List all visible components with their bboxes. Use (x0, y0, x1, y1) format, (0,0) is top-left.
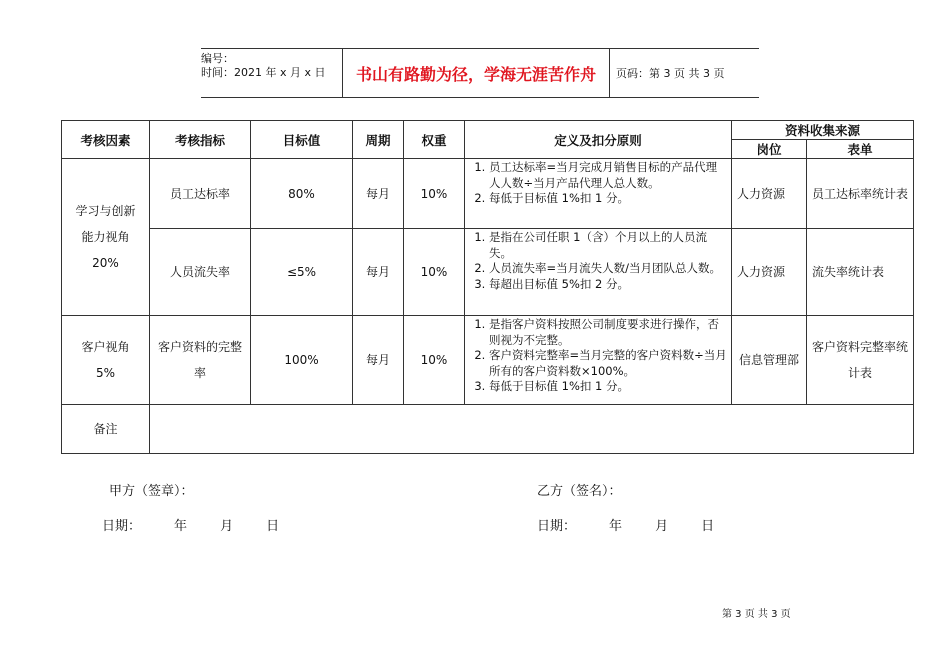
document-number: 编号： (201, 52, 234, 65)
period-cell: 每月 (353, 316, 404, 405)
table-row (62, 229, 914, 316)
document-time: 时间：2021 年 x 月 x 日 (201, 66, 326, 79)
weight-cell: 10% (404, 229, 465, 316)
period-cell: 每月 (353, 159, 404, 229)
definition-cell (465, 316, 732, 405)
form-cell: 员工达标率统计表 (807, 159, 914, 229)
assessment-table (61, 120, 914, 454)
position-cell: 信息管理部 (732, 316, 807, 405)
header-factor: 考核因素 (62, 121, 150, 159)
document-header (201, 48, 759, 98)
remarks-label: 备注 (62, 405, 150, 454)
header-position: 岗位 (732, 140, 807, 159)
header-source: 资料收集来源 (732, 121, 914, 140)
definition-cell (465, 229, 732, 316)
header-meta (201, 49, 342, 100)
header-weight: 权重 (404, 121, 465, 159)
target-cell: ≤5% (251, 229, 353, 316)
header-period: 周期 (353, 121, 404, 159)
definition-item: 1. 是指在公司任职 1（含）个月以上的人员流失。 (489, 230, 727, 261)
header-page-info: 页码：第 3 页 共 3 页 (616, 67, 725, 80)
indicator-cell: 客户资料的完整率 (150, 316, 251, 405)
definition-item: 3. 每低于目标值 1%扣 1 分。 (489, 379, 727, 395)
indicator-cell: 员工达标率 (150, 159, 251, 229)
weight-cell: 10% (404, 159, 465, 229)
factor-cell: 客户视角 5% (62, 316, 150, 405)
definition-item: 1. 员工达标率=当月完成月销售目标的产品代理人人数÷当月产品代理人总人数。 (489, 160, 727, 191)
party-a-signature: 甲方（签章）： (109, 484, 194, 499)
target-cell: 80% (251, 159, 353, 229)
position-cell: 人力资源 (732, 159, 807, 229)
factor-cell: 学习与创新 能力视角 20% (62, 159, 150, 316)
page-footer: 第 3 页 共 3 页 (722, 609, 791, 620)
weight-cell: 10% (404, 316, 465, 405)
table-row (62, 316, 914, 405)
indicator-cell: 人员流失率 (150, 229, 251, 316)
period-cell: 每月 (353, 229, 404, 316)
form-cell: 客户资料完整率统计表 (807, 316, 914, 405)
form-cell: 流失率统计表 (807, 229, 914, 316)
definition-item: 1. 是指客户资料按照公司制度要求进行操作，否则视为不完整。 (489, 317, 727, 348)
header-definition: 定义及扣分原则 (465, 121, 732, 159)
party-a-date: 日期： 年 月 日 (102, 519, 280, 534)
definition-item: 2. 人员流失率=当月流失人数/当月团队总人数。 (489, 261, 727, 277)
target-cell: 100% (251, 316, 353, 405)
definition-item: 2. 客户资料完整率=当月完整的客户资料数÷当月所有的客户资料数×100%。 (489, 348, 727, 379)
header-form: 表单 (807, 140, 914, 159)
party-b-date: 日期： 年 月 日 (537, 519, 715, 534)
definition-item: 3. 每超出目标值 5%扣 2 分。 (489, 277, 727, 293)
header-slogan: 书山有路勤为径，学海无涯苦作舟 (342, 49, 610, 97)
position-cell: 人力资源 (732, 229, 807, 316)
table-row (62, 159, 914, 229)
header-target: 目标值 (251, 121, 353, 159)
definition-cell (465, 159, 732, 229)
remarks-row (62, 405, 914, 454)
definition-item: 2. 每低于目标值 1%扣 1 分。 (489, 191, 727, 207)
remarks-value (150, 405, 914, 454)
party-b-signature: 乙方（签名）： (537, 484, 622, 499)
header-indicator: 考核指标 (150, 121, 251, 159)
